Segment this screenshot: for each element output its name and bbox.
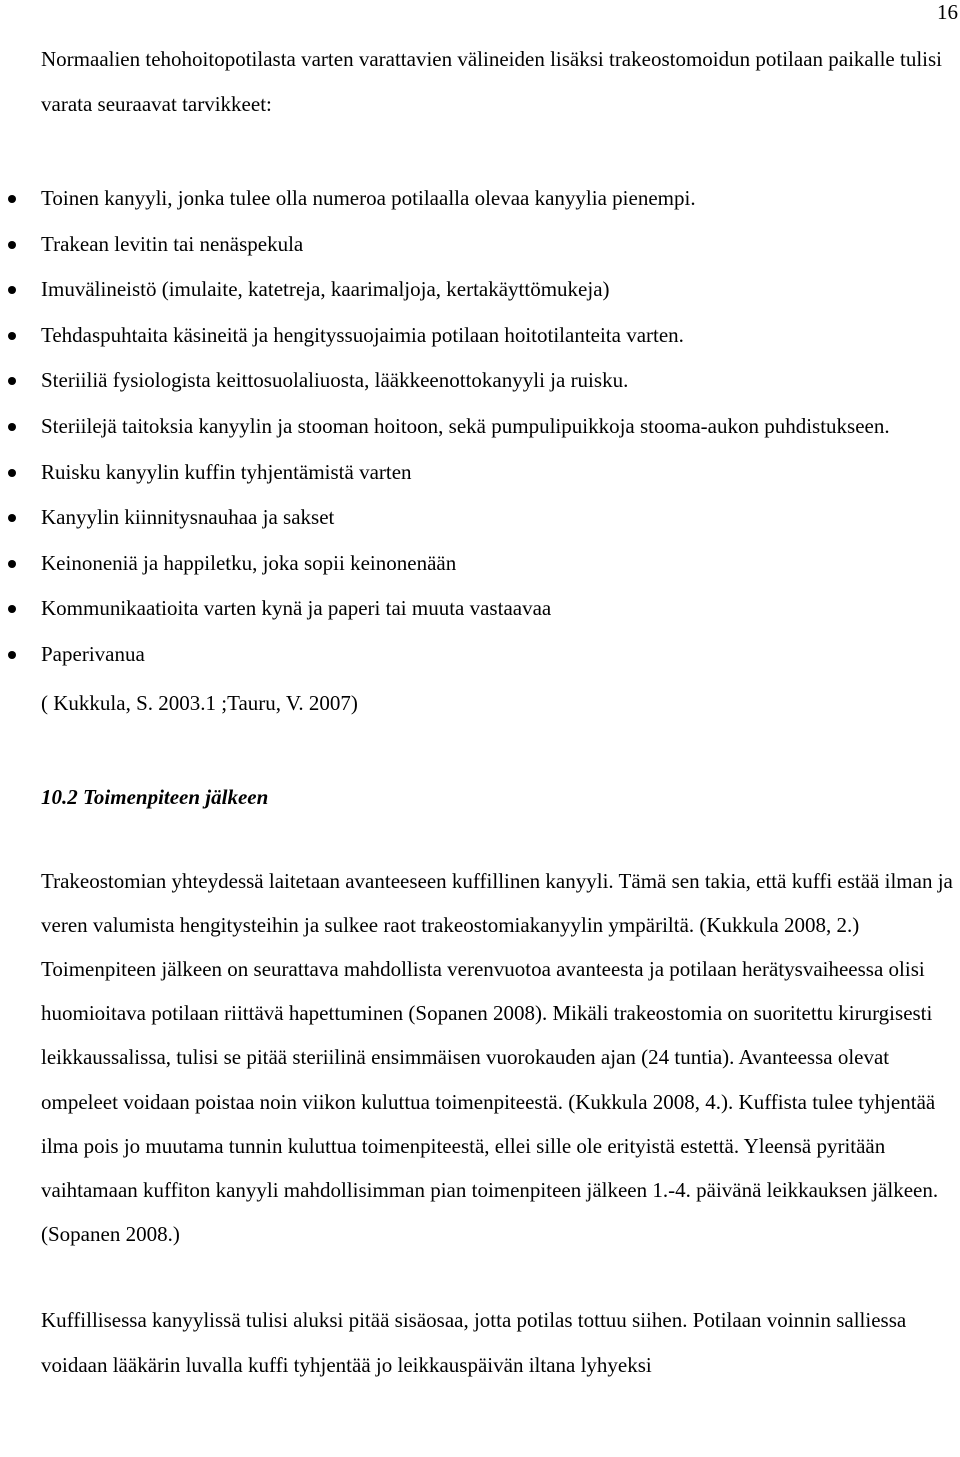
list-item: Kanyylin kiinnitysnauhaa ja sakset	[41, 495, 953, 541]
page-number: 16	[937, 0, 958, 24]
list-item: Steriilejä taitoksia kanyylin ja stooman hoitoon, sekä pumpulipuikkoja stooma-aukon puhdistukseen.	[41, 404, 953, 450]
list-item: Toinen kanyyli, jonka tulee olla numeroa potilaalla olevaa kanyylia pienempi.	[41, 176, 953, 222]
list-item: Imuvälineistö (imulaite, katetreja, kaarimaljoja, kertakäyttömukeja)	[41, 267, 953, 313]
body-paragraph: Kuffillisessa kanyylissä tulisi aluksi pitää sisäosaa, jotta potilas tottuu siihen. Potilaan voinnin salliessa voidaan lääkärin luvalla kuffi tyhjentää jo leikkauspäivän iltana lyhyeksi	[41, 1308, 907, 1377]
list-item: Kommunikaatioita varten kynä ja paperi tai muuta vastaavaa	[41, 586, 953, 632]
supplies-list	[41, 176, 953, 678]
list-item: Keinoneniä ja happiletku, joka sopii keinonenään	[41, 541, 953, 587]
page-content	[41, 37, 953, 1387]
list-item: Paperivanua	[41, 632, 953, 678]
body-paragraph: Trakeostomian yhteydessä laitetaan avanteeseen kuffillinen kanyyli. Tämä sen takia, että kuffi estää ilman ja veren valumista hengitysteihin ja sulkee raot trakeostomiakanyylin ympäriltä. (Kukkula 2008, 2.) Toimenpiteen jälkeen on seurattava mahdollista verenvuotoa avanteesta ja potilaan herätysvaiheessa olisi huomioitava potilaan riittävä hapettuminen (Sopanen 2008). Mikäli trakeostomia on suoritettu kirurgisesti leikkaussalissa, tulisi se pitää steriilinä ensimmäisen vuorokauden ajan (24 tuntia). Avanteessa olevat ompeleet voidaan poistaa noin viikon kuluttua toimenpiteestä. (Kukkula 2008, 4.). Kuffista tulee tyhjentää ilma pois jo muutama tunnin kuluttua toimenpiteestä, ellei sille ole erityistä estettä. Yleensä pyritään vaihtamaan kuffiton kanyyli mahdollisimman pian toimenpiteen jälkeen 1.-4. päivänä leikkauksen jälkeen. (Sopanen 2008.)	[41, 868, 953, 1247]
list-item: Steriiliä fysiologista keittosuolaliuosta, lääkkeenottokanyyli ja ruisku.	[41, 358, 953, 404]
list-item: Ruisku kanyylin kuffin tyhjentämistä varten	[41, 450, 953, 496]
intro-paragraph: Normaalien tehohoitopotilasta varten varattavien välineiden lisäksi trakeostomoidun potilaan paikalle tulisi varata seuraavat tarvikkeet:	[41, 47, 943, 116]
section-heading: 10.2 Toimenpiteen jälkeen	[41, 784, 269, 809]
list-item: Trakean levitin tai nenäspekula	[41, 222, 953, 268]
list-item: Tehdaspuhtaita käsineitä ja hengityssuojaimia potilaan hoitotilanteita varten.	[41, 313, 953, 359]
citation: ( Kukkula, S. 2003.1 ;Tauru, V. 2007)	[41, 690, 358, 715]
